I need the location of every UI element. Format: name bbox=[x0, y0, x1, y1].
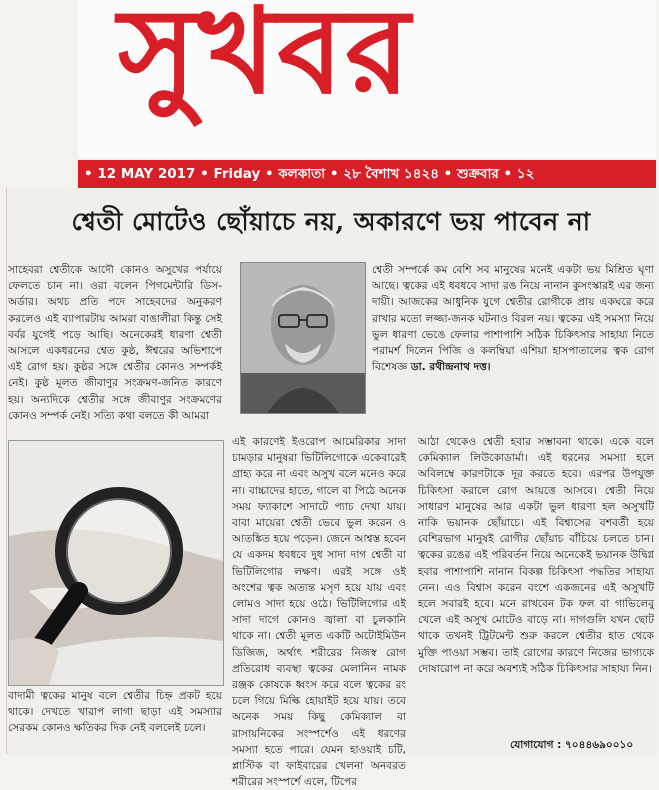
doctor-photo bbox=[240, 262, 366, 414]
article-headline: শ্বেতী মোটেও ছোঁয়াচে নয়, অকারণে ভয় পাবেন না bbox=[71, 207, 591, 236]
contact-info: যোগাযোগ : ৭০৪৪৬৯০০১০ bbox=[510, 739, 634, 751]
skin-examination-image bbox=[9, 441, 223, 685]
column-1-bottom: বাদামী ত্বকের মানুষ বলে শ্বেতীর চিহ্ন প্রকট হয়ে থাকে। দেখতে খারাপ লাগা ছাড়া এই সমস্যার সেরকম কোনও ক্ষতিকর দিক নেই বললেই চলে। bbox=[8, 690, 222, 735]
doctor-name: ডা. রথীন্দ্রনাথ দত্ত। bbox=[410, 361, 491, 374]
column-3: আঠা থেকেও শ্বেতী হবার সম্ভাবনা থাকে। একে বলে কেমিক্যাল লিউকোডার্মা। এই ধরনের সমস্যা হলে অবিলম্বে কারণটাকে দূর করতে হবে। এরপর উপযুক্ত চিকিৎসা করালে রোগ আয়ত্তে আসবে। শ্বেতী নিয়ে সাধারণ মানুষের আর একটা ভুল ধারণা হল অসুখটি নাকি ভয়ানক ছোঁয়াচে। এই বিশ্বাসের বশবর্তী হয়ে বেশিরভাগ মানুষই রোগীর ছোঁয়াচ বাঁচিয়ে চলতে চান। ত্বকের রঙের এই পরিবর্তন নিয়ে অনেকেই ভয়ানক উদ্বিগ্ন হবার পাশাপাশি নানান বিকল্প চিকিৎসা পদ্ধতির সাহায্য নেন। এও বিশ্বাস করেন বংশে একজনের এই অসুখটি হলে সবারই হবে। মনে রাখবেন টক ফল বা গাভিলেবু খেলে এই অসুখ মোটেও বাড়ে না। দাগগুলি যখন ছোট থাকে তখনই ট্রিটমেন্ট শুরু করলে শ্বেতীর হাত থেকে মুক্তি পাওয়া সম্ভব। তাই রোগের কারণে নিজের ভাগ্যকে দোষারোপ না করে অবশ্যই সঠিক চিকিৎসার সাহায্য নিন। bbox=[418, 436, 654, 675]
dateline-bar bbox=[78, 160, 656, 188]
newspaper-logo: সুখবর bbox=[118, 0, 413, 120]
column-1-top: সাহেবরা শ্বেতীকে আদৌ কোনও অসুখের পর্যায়ে ফেলতে চান না। ওরা বলেন পিগমেন্টারি ডিস-অর্ডার। অথচ প্রতি পদে সাহেবদের অনুকরণ করলেও এই ব্যাপারটায় আমরা বাঙালীরা কিন্তু সেই বর্বর যুগেই পড়ে আছি। অনেকেরই ধারণা শ্বেতী আসলে একধরনের শ্বেত কুষ্ঠ, ঈশ্বরের অভিশাপে এই রোগ হয়। কুষ্ঠর সঙ্গে শ্বেতীর কোনও সম্পর্কই নেই। কুষ্ঠ মূলত জীবাণুর সংক্রমণ-জনিত কারণে হয়। অন্যদিকে শ্বেতীর সঙ্গে জীবাণুর সংক্রমণের কোনও সম্পর্ক নেই। সত্যি কথা বলতে কী আমরা bbox=[8, 264, 222, 422]
doctor-portrait-image bbox=[241, 263, 365, 413]
intro-column bbox=[372, 262, 654, 422]
intro-text: শ্বেতী সম্পর্কে কম বেশি সব মানুষের মনেই একটা ভয় মিশ্রিত ঘৃণা আছে। ত্বকের এই ধবধবে সাদা রঙ নিয়ে নানান কুসংস্কারই এর জন্য দায়ী। আজকের আধুনিক যুগে শ্বেতীর রোগীকে প্রায় একঘরে করে রাখার মতো লজ্জা-জনক ঘটনাও বিরল নয়। ত্বকের এই সমস্যা নিয়ে ভুল ধারণা ভেঙে ফেলার পাশাপাশি সঠিক চিকিৎসার সাহায্য নিতে পরামর্শ দিলেন পিজি ও কলম্বিয়া এশিয়া হাসপাতালের ত্বক রোগ বিশেষজ্ঞ bbox=[372, 264, 654, 374]
magnifier-photo bbox=[8, 440, 224, 686]
dateline-text: • 12 MAY 2017 • Friday • কলকাতা • ২৮ বৈশাখ ১৪২৪ • শুক্রবার • ১২ bbox=[84, 166, 535, 182]
column-2: এই কারণেই ইওরোপ আমেরিকার সাদা চামড়ার মানুষরা ভিটিলিগোকে একেবারেই গ্রাহ্য করে না এবং অসুখ বলে মনেও করে না। বাচ্চাদের হাতে, গালে বা পিঠে অনেক সময় ফ্যাকাশে সাদাটে প্যাচ দেখা যায়। বাবা মায়েরা শ্বেতী ভেবে ভুল করেন ও আতঙ্কিত হয়ে পড়েন। জেনে আশ্বস্ত হবেন যে একদম ধবধবে দুধ সাদা দাগ শ্বেতী বা ভিটিলিগোর লক্ষণ। এরই সঙ্গে ওই অংশের ত্বক অত্যন্ত মসৃণ হয়ে যায় এবং লোমও সাদা হয়ে ওঠে। ভিটিলিগোর এই সাদা দাগে কোনও জ্বালা বা চুলকানি থাকে না। শ্বেতী মূলত একটি অটোইমিউন ডিজিজ, অর্থাৎ শরীরের নিজস্ব রোগ প্রতিরোধ ব্যবস্থা ত্বকের মেলানিন নামক রঞ্জক কোষকে ধ্বংস করে বলে ত্বকের রং চলে গিয়ে মিল্কি হোয়াইট হয়ে যায়। তবে অনেক সময় কিছু কেমিক্যাল বা রাসায়নিকের সংস্পর্শেও এই ধরণের সমস্যা হতে পারে। যেমন হাওয়াই চটি, প্লাস্টিক বা ফাইবারের খেলনা অনবরত শরীরের সংস্পর্শে এলে, টিপের bbox=[232, 436, 406, 789]
masthead bbox=[78, 0, 656, 158]
